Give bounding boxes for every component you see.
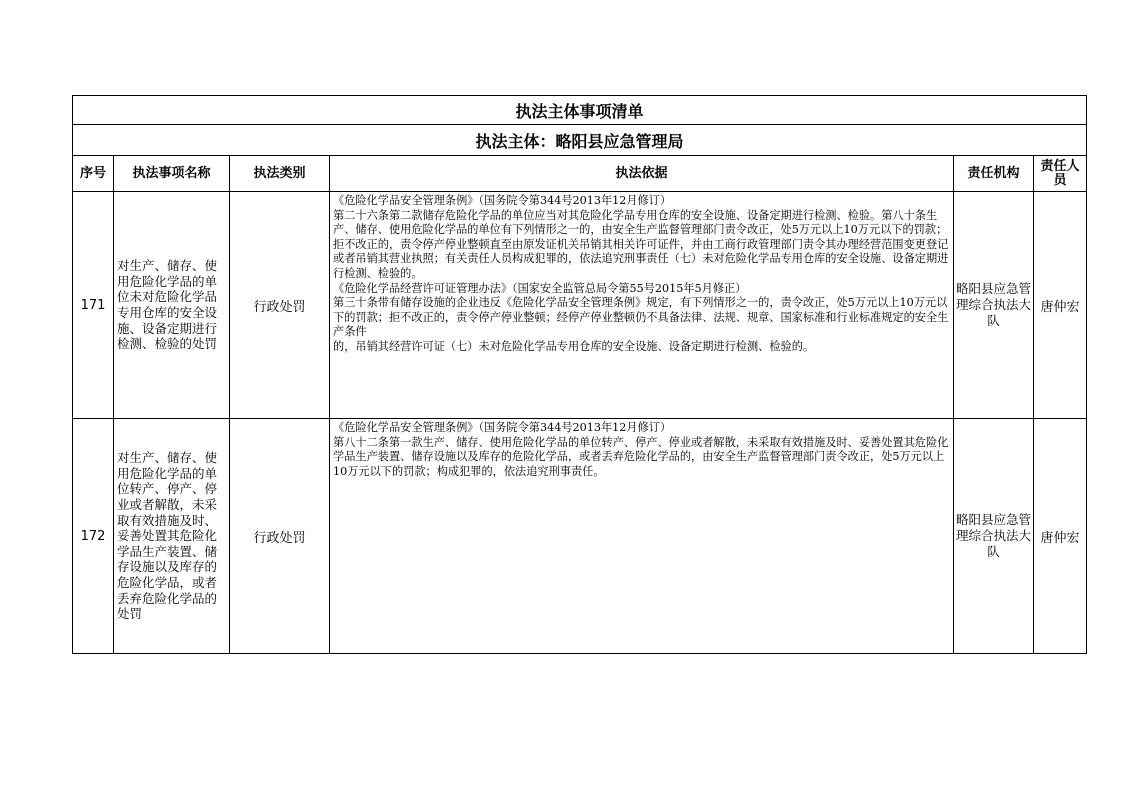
row-type: 行政处罚 [230,419,330,654]
sheet-title: 执法主体事项清单 [73,96,1087,125]
header-no: 序号 [73,156,114,192]
row-org: 略阳县应急管理综合执法大队 [954,192,1034,419]
header-type: 执法类别 [230,156,330,192]
table-row [73,192,1087,419]
header-name: 执法事项名称 [114,156,230,192]
header-row [73,156,1087,192]
row-basis [330,192,954,419]
row-org: 略阳县应急管理综合执法大队 [954,419,1034,654]
basis-line: 《危险化学品安全管理条例》（国务院令第344号2013年12月修订） [333,421,672,434]
table-row [73,419,1087,654]
basis-line: 第八十二条第一款生产、储存、使用危险化学品的单位转产、停产、停业或者解散，未采取有效措施及时、妥善处置其危险化学品生产装置、储存设施以及库存的危险化学品，或者丢弃危险化学品的，由安全生产监督管理部门责令改正，处5万元以上10万元以下的罚款；构成犯罪的，依法追究刑事责任。 [333,435,949,478]
row-person: 唐仲宏 [1034,192,1087,419]
header-person: 责任人员 [1034,156,1087,192]
row-no: 171 [73,192,114,419]
row-type: 行政处罚 [230,192,330,419]
basis-line: 第二十六条第二款储存危险化学品的单位应当对其危险化学品专用仓库的安全设施、设备定期进行检测、检验。第八十条生产、储存、使用危险化学品的单位有下列情形之一的，由安全生产监督管理部门责令改正，处5万元以上10万元以下的罚款；拒不改正的，责令停产停业整顿直至由原发证机关吊销其相关许可证件，并由工商行政管理部门责令其办理经营范围变更登记或者吊销其营业执照；有关责任人员构成犯罪的，依法追究刑事责任（七）未对危险化学品专用仓库的安全设施、设备定期进行检测、检验的。 [333,208,949,280]
header-org: 责任机构 [954,156,1034,192]
row-person: 唐仲宏 [1034,419,1087,654]
basis-line: 第三十条带有储存设施的企业违反《危险化学品安全管理条例》规定，有下列情形之一的，责令改正，处5万元以上10万元以下的罚款；拒不改正的，责令停产停业整顿；经停产停业整顿仍不具备法律、法规、规章、国家标准和行业标准规定的安全生产条件 [333,296,949,339]
row-basis [330,419,954,654]
row-item-name: 对生产、储存、使用危险化学品的单位未对危险化学品专用仓库的安全设施、设备定期进行检测、检验的处罚 [114,192,230,419]
row-no: 172 [73,419,114,654]
basis-line: 《危险化学品经营许可证管理办法》（国家安全监管总局令第55号2015年5月修正） [333,281,747,295]
enforcement-subject: 执法主体：略阳县应急管理局 [73,125,1087,156]
basis-line: 的，吊销其经营许可证（七）未对危险化学品专用仓库的安全设施、设备定期进行检测、检验的。 [333,339,815,353]
header-basis: 执法依据 [330,156,954,192]
basis-line: 《危险化学品安全管理条例》（国务院令第344号2013年12月修订） [333,194,672,207]
row-item-name: 对生产、储存、使用危险化学品的单位转产、停产、停业或者解散，未采取有效措施及时、妥善处置其危险化学品生产装置、储存设施以及库存的危险化学品，或者丢弃危险化学品的处罚 [114,419,230,654]
enforcement-table [72,95,1087,654]
